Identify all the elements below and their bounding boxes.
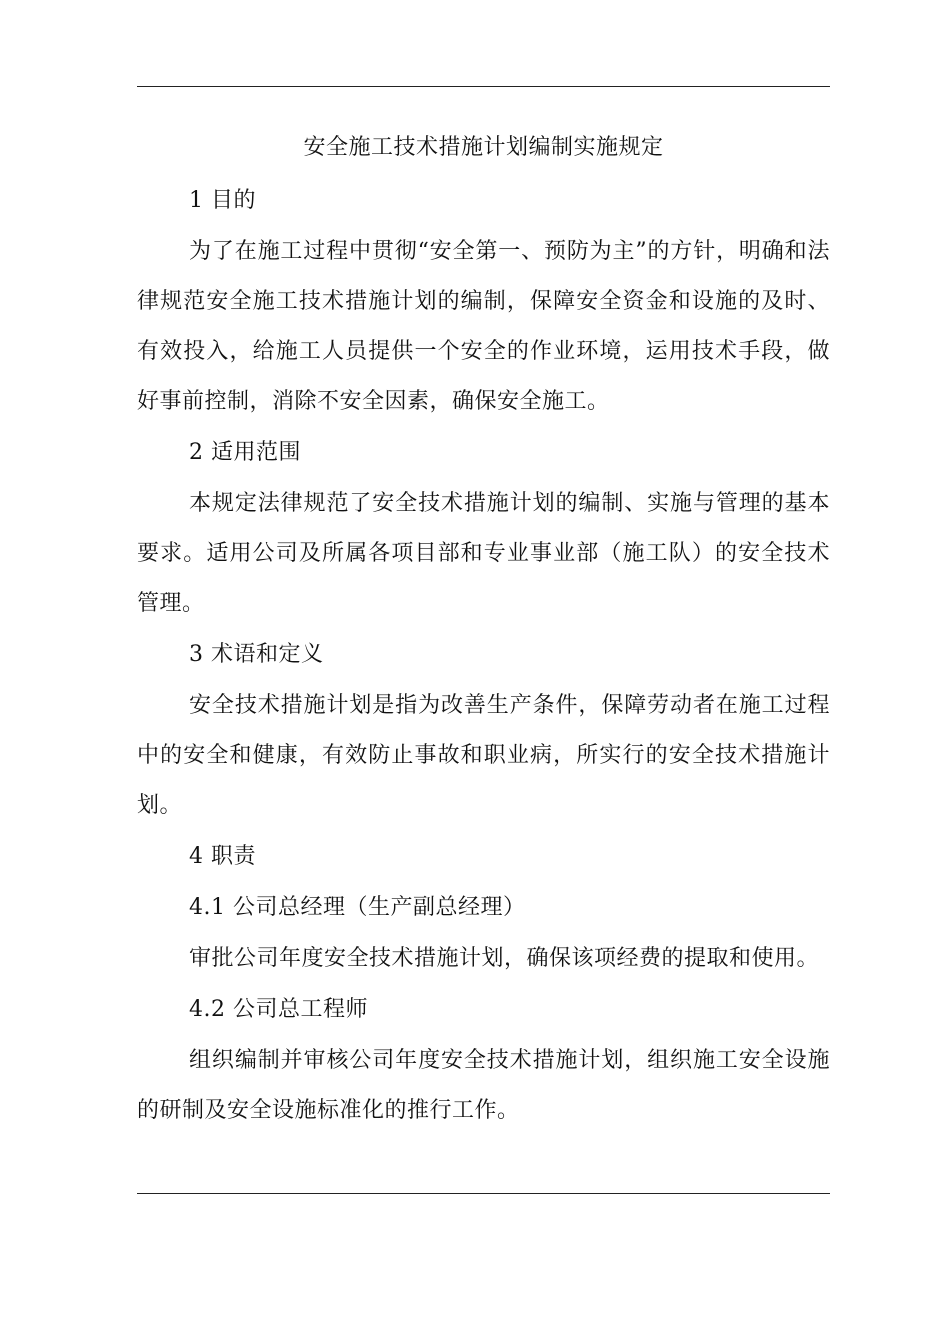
section-paragraph-purpose: 为了在施工过程中贯彻“安全第一、预防为主”的方针，明确和法律规范安全施工技术措施计划的编制，保障安全资金和设施的及时、有效投入，给施工人员提供一个安全的作业环境，运用技术手段，做好事前控制，消除不安全因素，确保安全施工。 bbox=[137, 239, 830, 414]
footer-rule bbox=[137, 1193, 830, 1194]
header-rule bbox=[137, 86, 830, 87]
subsection-heading-chief-engineer: 4.2 公司总工程师 bbox=[189, 997, 368, 1022]
document-body bbox=[137, 123, 830, 1137]
section-paragraph-scope: 本规定法律规范了安全技术措施计划的编制、实施与管理的基本要求。适用公司及所属各项目部和专业事业部（施工队）的安全技术管理。 bbox=[137, 491, 830, 616]
section-paragraph-terms: 安全技术措施计划是指为改善生产条件，保障劳动者在施工过程中的安全和健康，有效防止事故和职业病，所实行的安全技术措施计划。 bbox=[137, 693, 830, 818]
subsection-paragraph-general-manager: 审批公司年度安全技术措施计划，确保该项经费的提取和使用。 bbox=[189, 946, 820, 971]
section-heading-scope: 2 适用范围 bbox=[189, 440, 301, 465]
section-heading-terms: 3 术语和定义 bbox=[189, 642, 324, 667]
subsection-paragraph-chief-engineer: 组织编制并审核公司年度安全技术措施计划，组织施工安全设施的研制及安全设施标准化的推行工作。 bbox=[137, 1048, 830, 1123]
section-heading-responsibilities: 4 职责 bbox=[189, 844, 256, 869]
document-title: 安全施工技术措施计划编制实施规定 bbox=[303, 135, 664, 160]
subsection-heading-general-manager: 4.1 公司总经理（生产副总经理） bbox=[189, 895, 526, 920]
section-heading-purpose: 1 目的 bbox=[189, 188, 256, 213]
